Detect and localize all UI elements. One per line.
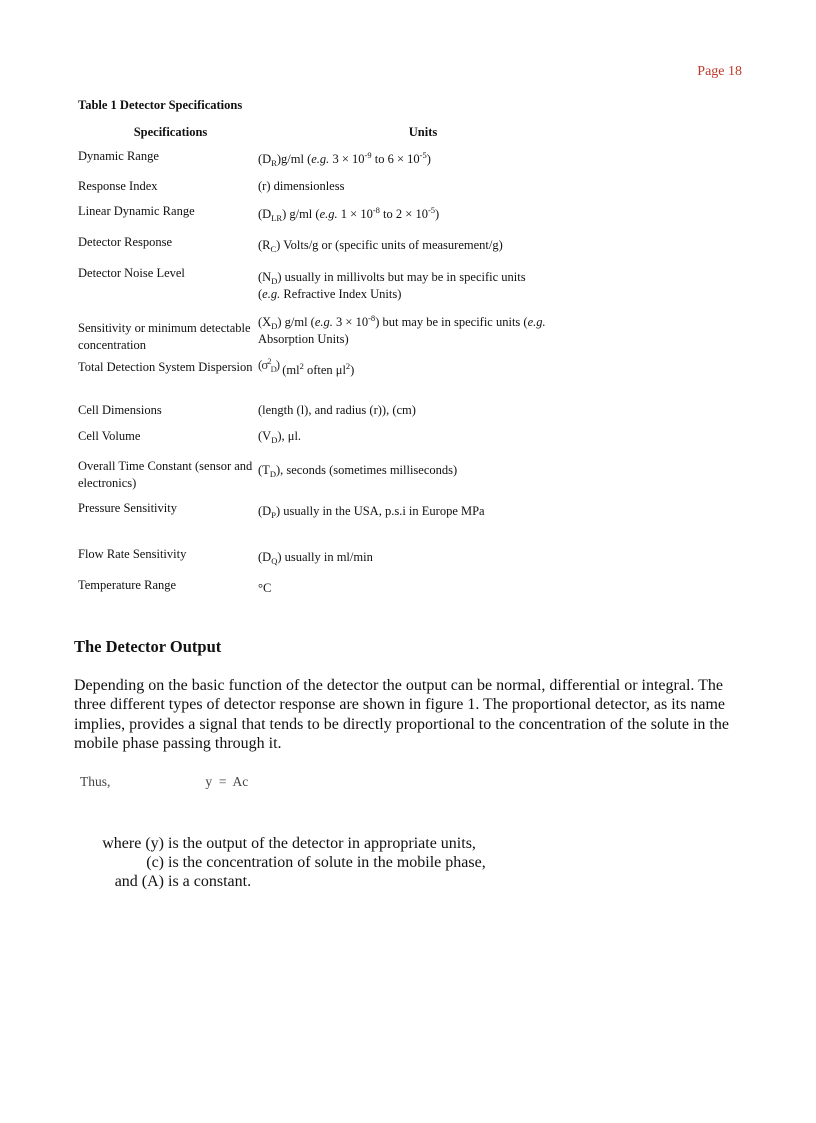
unit-cell: $(D_{LR})$ g/ml (e.g. $1 \times 10^{-8}$ to $2 \times 10^{-5}$): [258, 205, 440, 223]
unit-cell: (r) dimensionless: [258, 179, 345, 193]
spec-cell: Linear Dynamic Range: [78, 204, 195, 218]
specifications-table: [78, 122, 578, 595]
spec-cell: Cell Dimensions: [78, 403, 162, 417]
spec-cell: Sensitivity or minimum detectable concentration: [78, 321, 251, 352]
spec-cell: Temperature Range: [78, 578, 177, 592]
unit-cell: $(D_Q)$ usually in ml/min: [258, 550, 373, 566]
spec-cell: Cell Volume: [78, 429, 141, 443]
unit-cell: $(R_C)$ Volts/g or (specific units of measurement/g): [258, 238, 503, 254]
body-paragraph: Depending on the basic function of the detector the output can be normal, differential or integral. The three different types of detector response are shown in figure 1. The proportional detector, as its name implies, provides a signal that tends to be directly proportional to the concentration of the solute in the mobile phase passing through it.: [74, 677, 729, 752]
unit-cell: $(V_D)$, μl.: [258, 429, 302, 445]
header-specifications: Specifications: [133, 125, 208, 139]
spec-cell: Detector Noise Level: [78, 266, 185, 280]
spec-cell: Detector Response: [78, 235, 173, 249]
spec-cell: Response Index: [78, 179, 158, 193]
where-variable: where (y): [102, 835, 164, 852]
unit-cell: $(T_D)$, seconds (sometimes milliseconds): [258, 463, 458, 479]
spec-cell: Pressure Sensitivity: [78, 501, 177, 515]
spec-cell: Dynamic Range: [78, 149, 159, 163]
section-title: The Detector Output: [74, 637, 222, 656]
unit-cell: $(N_D)$ usually in millivolts but may be in specific units (e.g. Refractive Index Units): [258, 270, 526, 301]
where-variable: (c): [146, 854, 164, 871]
unit-cell: °C: [258, 581, 272, 595]
spec-cell: Overall Time Constant (sensor and electronics): [78, 459, 253, 490]
where-description: is a constant.: [168, 873, 252, 890]
where-variable: and (A): [114, 873, 164, 890]
equation-formula: y = Ac: [205, 774, 249, 789]
unit-cell: $(X_D)$ g/ml (e.g. $3 \times 10^{-8}$) but may be in specific units (e.g. Absorption Units): [258, 313, 546, 346]
unit-cell: (length (l), and radius (r)), (cm): [258, 403, 416, 417]
unit-cell: $(D_P)$ usually in the USA, p.s.i in Europe MPa: [258, 504, 485, 520]
where-description: is the concentration of solute in the mobile phase,: [168, 854, 486, 871]
equation-lead: Thus,: [80, 774, 111, 789]
unit-cell: $(\sigma^2_D)$ ($ml^2$ often $\mu l^2$): [258, 356, 355, 377]
where-description: is the output of the detector in appropriate units,: [168, 835, 476, 852]
unit-cell: $(D_R)g/ml$ (e.g. $3 \times 10^{-9}$ to $6 \times 10^{-5}$): [258, 150, 431, 168]
equation-line: [80, 774, 248, 790]
header-units: Units: [408, 125, 438, 139]
where-row: [74, 872, 486, 891]
where-block: [74, 834, 486, 891]
table-header: [78, 122, 578, 144]
spec-cell: Total Detection System Dispersion: [78, 360, 253, 374]
page-number: Page 18: [697, 64, 742, 79]
where-row: [74, 834, 486, 853]
spec-cell: Flow Rate Sensitivity: [78, 547, 187, 561]
where-row: [74, 853, 486, 872]
table-title: Table 1 Detector Specifications: [78, 98, 243, 112]
